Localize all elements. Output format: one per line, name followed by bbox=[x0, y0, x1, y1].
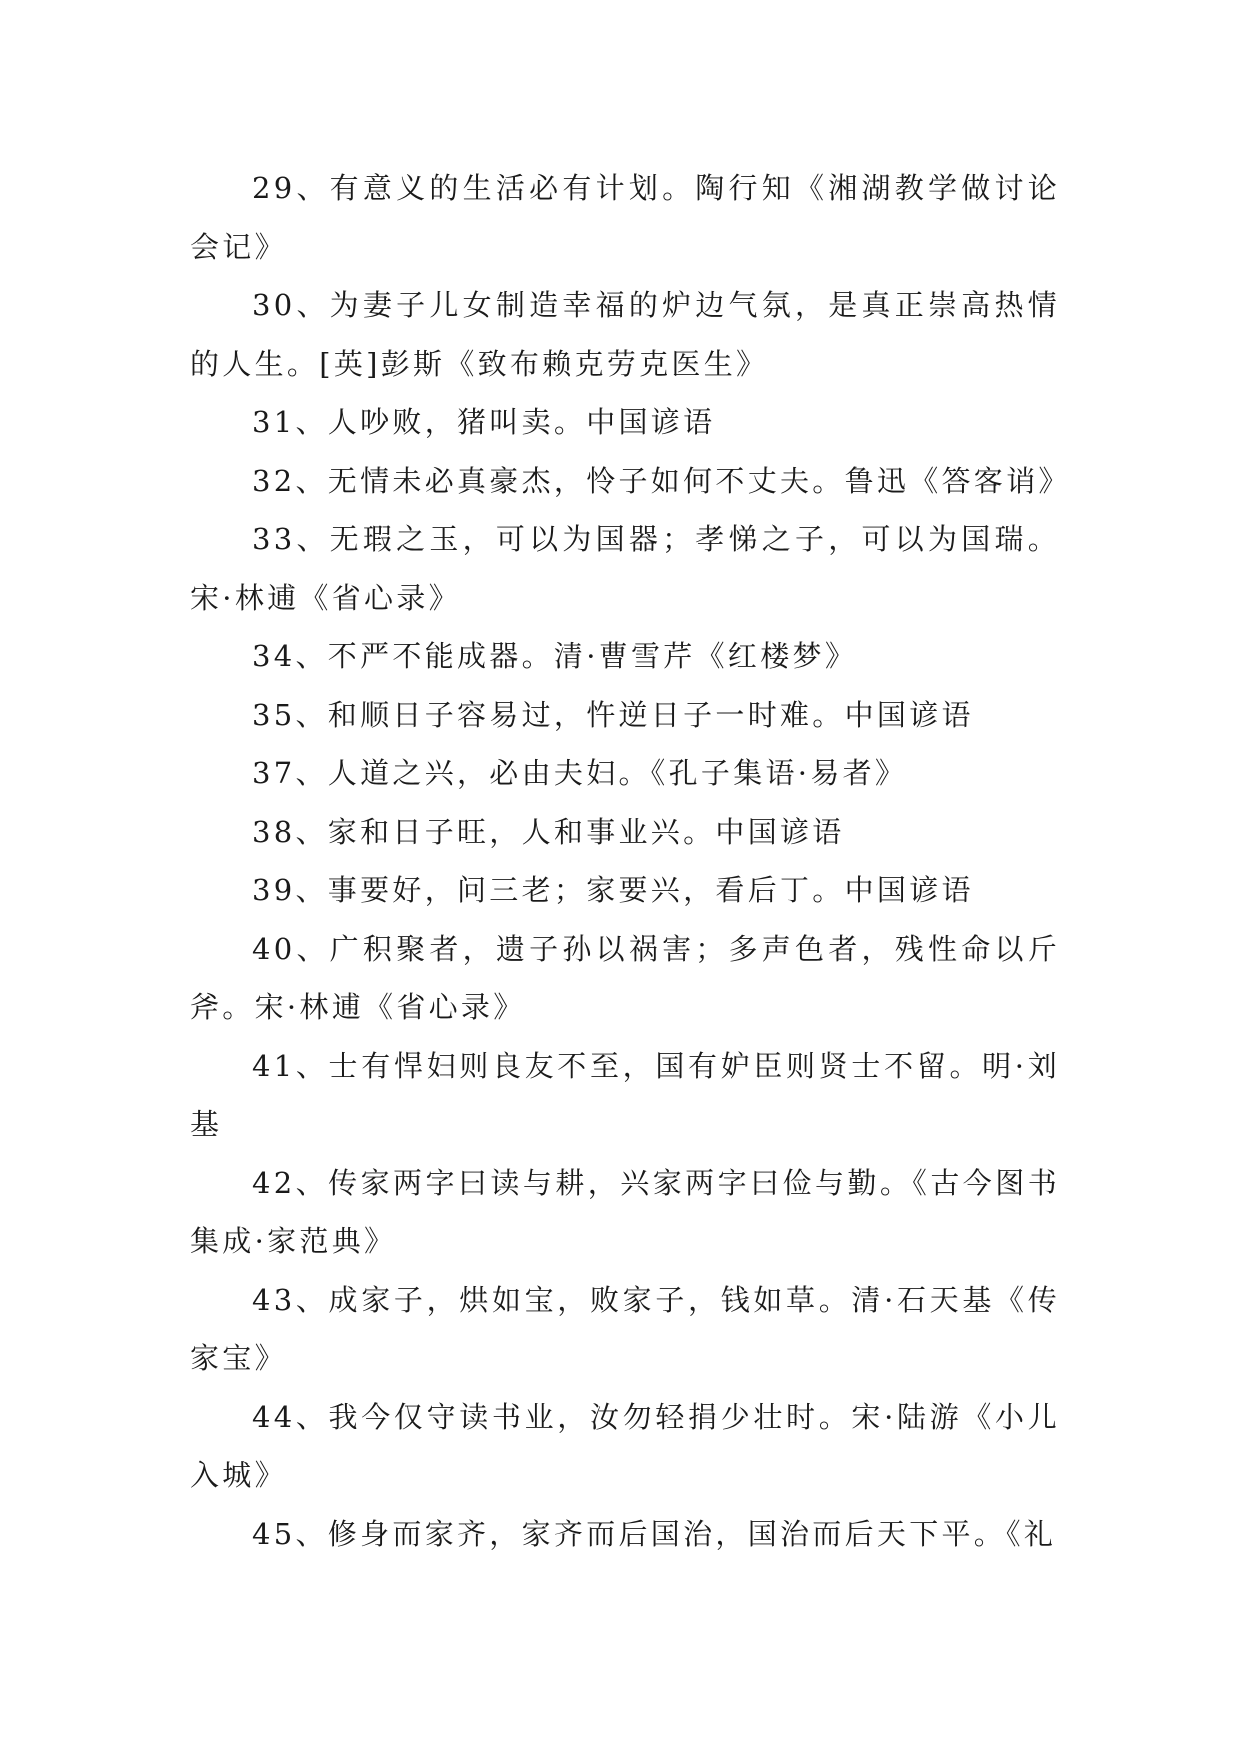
quote-paragraph: 38、家和日子旺，人和事业兴。中国谚语 bbox=[252, 814, 845, 849]
quote-paragraph: 40、广积聚者，遗子孙以祸害；多声色者，残性命以斤斧。宋·林逋《省心录》 bbox=[190, 931, 1060, 1024]
quote-paragraph: 33、无瑕之玉，可以为国器；孝悌之子，可以为国瑞。宋·林逋《省心录》 bbox=[190, 522, 1060, 615]
quote-paragraph: 34、不严不能成器。清·曹雪芹《红楼梦》 bbox=[252, 639, 858, 673]
quote-paragraph: 41、士有悍妇则良友不至，国有妒臣则贤士不留。明·刘基 bbox=[190, 1048, 1060, 1141]
quote-paragraph: 30、为妻子儿女制造幸福的炉边气氛，是真正崇高热情的人生。[英]彭斯《致布赖克劳克医生》 bbox=[190, 288, 1060, 381]
quote-paragraph: 39、事要好，问三老；家要兴，看后丁。中国谚语 bbox=[252, 873, 974, 907]
quote-paragraph: 29、有意义的生活必有计划。陶行知《湘湖教学做讨论会记》 bbox=[190, 171, 1060, 264]
quote-paragraph: 37、人道之兴，必由夫妇。《孔子集语·易者》 bbox=[252, 756, 908, 790]
quote-paragraph: 31、人吵败，猪叫卖。中国谚语 bbox=[252, 405, 716, 439]
quote-paragraph: 45、修身而家齐，家齐而后国治，国治而后天下平。《礼 bbox=[252, 1516, 1057, 1551]
quote-paragraph: 43、成家子，烘如宝，败家子，钱如草。清·石天基《传家宝》 bbox=[190, 1282, 1060, 1375]
quote-paragraph: 32、无情未必真豪杰，怜子如何不丈夫。鲁迅《答客诮》 bbox=[252, 463, 1071, 498]
document-body bbox=[190, 159, 1071, 1563]
quote-paragraph: 35、和顺日子容易过，忤逆日子一时难。中国谚语 bbox=[252, 697, 974, 732]
quote-paragraph: 42、传家两字曰读与耕，兴家两字曰俭与勤。《古今图书集成·家范典》 bbox=[190, 1165, 1060, 1258]
quote-paragraph: 44、我今仅守读书业，汝勿轻捐少壮时。宋·陆游《小儿入城》 bbox=[190, 1399, 1060, 1492]
